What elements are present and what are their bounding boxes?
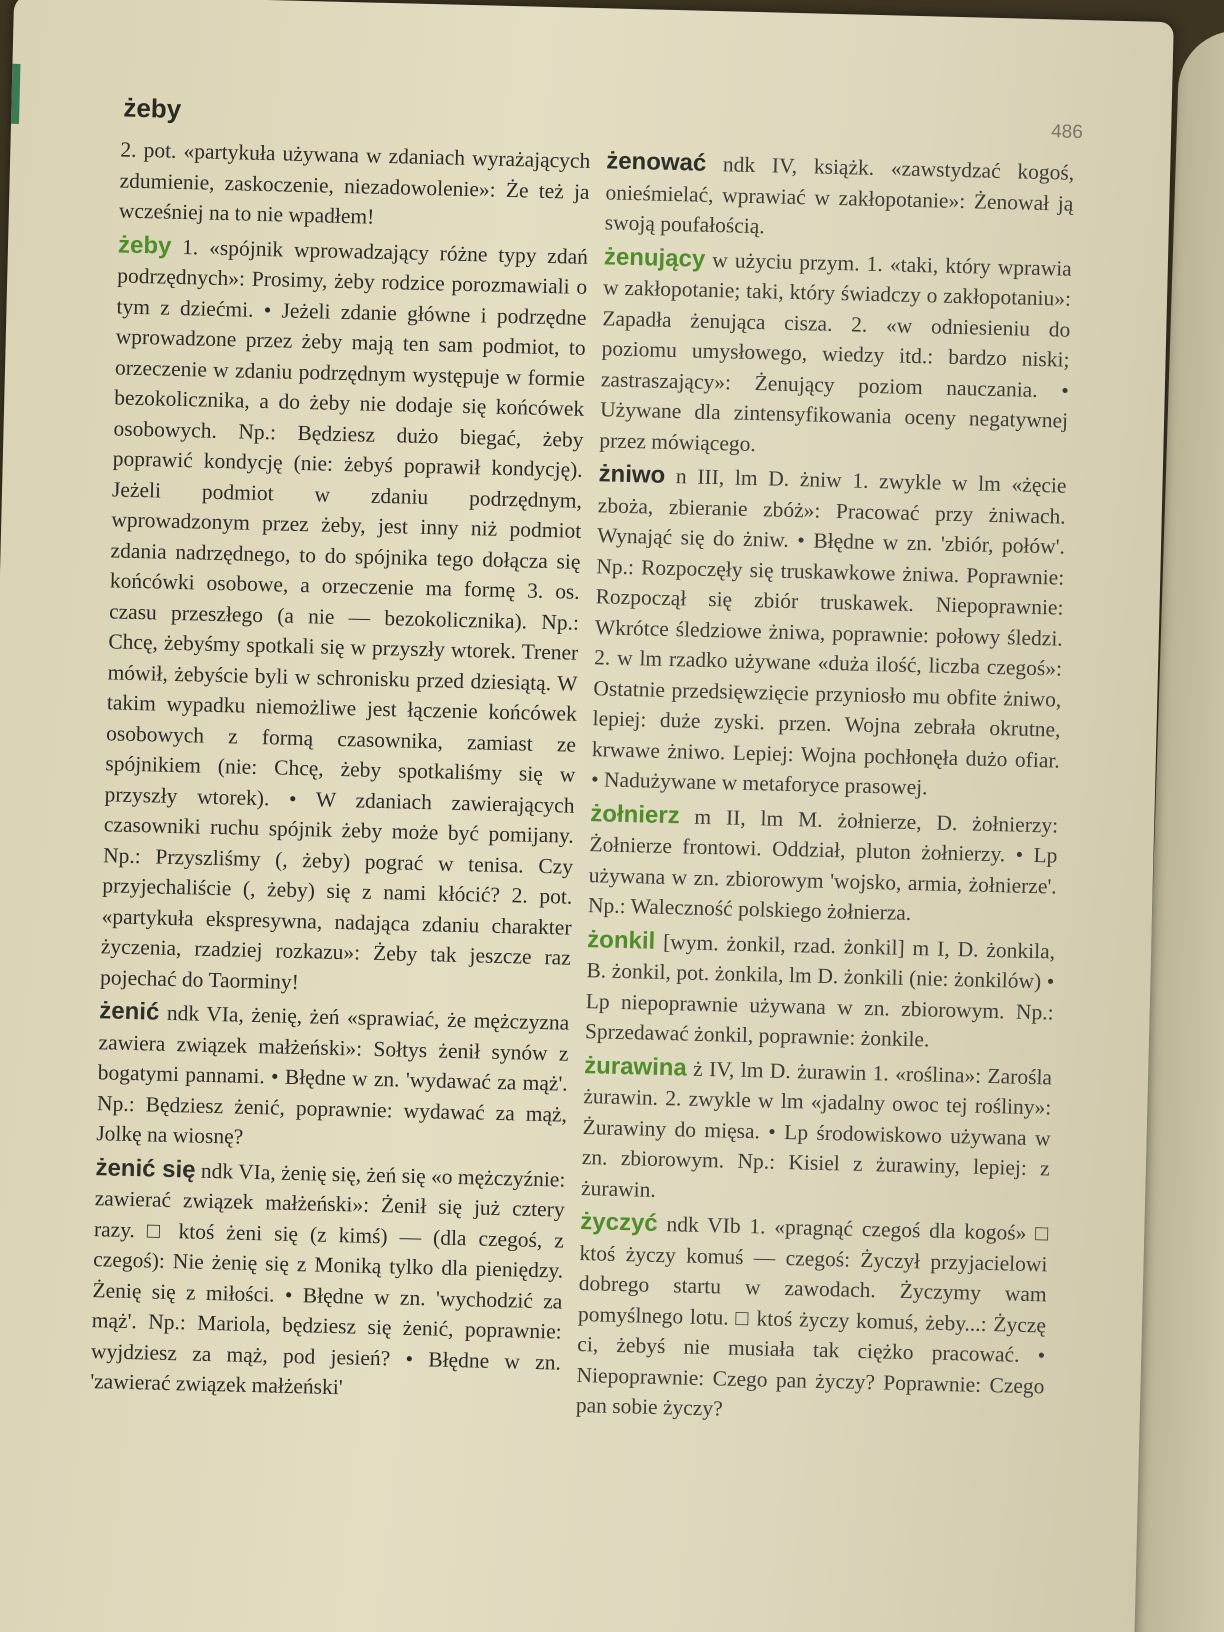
entry-body: n III, lm D. żniw 1. zwykle w lm «żęcie zboża, zbieranie zbóż»: Pracować przy żniwach. Wynająć się do żniw. • Błędne w zn. 'zbiór, połów'. Np.: Rozpoczęły się truskawkowe żniwa. Poprawnie: Rozpoczął się zbiór truskawek. Niepoprawnie: Wkrótce śledziowe żniwa, poprawnie: połowy śledzi. 2. w lm rzadko używane «duża ilość, liczba czegoś»: Ostatnie przedsięwzięcie przyniosło mu obfite żniwo, lepiej: duże zyski. przen. Wojna zebrała okrutne, krwawe żniwo. Lepiej: Wojna pochłonęła dużo ofiar. • Nadużywane w metaforyce prasowej. — [590, 463, 1067, 800]
entry-body: ndk VIa, żenię, żeń «sprawiać, że mężczyzna zawiera związek małżeński»: Sołtys żenił synów z bogatymi pannami. • Błędne w zn. 'wydawać za mąż'. Np.: Będziesz żenić, poprawnie: wydawać za mąż, Jolkę na wiosnę? — [96, 1000, 570, 1149]
entry-zenic-sie — [90, 1153, 566, 1408]
right-column — [575, 146, 1074, 1436]
entry-zonkil — [585, 925, 1056, 1058]
page-number: 486 — [1050, 121, 1084, 143]
headword: żniwo — [598, 460, 666, 489]
running-header: żeby — [123, 92, 182, 124]
entry-body: [wym. żonkil, rzad. żonkil] m I, D. żonkila, B. żonkil, pot. żonkila, lm D. żonkili (nie: żonkilów) • Lp niepoprawnie używana w zn. zbiorowym. Np.: Sprzedawać żonkil, poprawnie: żonkile. — [584, 929, 1056, 1052]
entry-body: 1. «spójnik wprowadzający różne typy zdań podrzędnych»: Prosimy, żeby rodzice porozmawiali o tym z dziećmi. • Jeżeli zdanie główne i podrzędne wprowadzone przez żeby mają ten sam podmiot, to orzeczenie w zdaniu podrzędnym występuje w formie bezokolicznika, a do żeby nie dodaje się końcówek osobowych. Np.: Będziesz dużo biegać, żeby poprawić kondycję (nie: żebyś poprawił kondycję). Jeżeli podmiot w zdaniu podrzędnym, wprowadzonym przez żeby, jest inny niż podmiot zdania nadrzędnego, to do spójnika tego dołącza się końcówki osobowe, a orzeczenie ma formę 3. os. czasu przeszłego (a nie — bezokolicznika). Np.: Chcę, żebyśmy spotkali się w przyszły wtorek. Trener mówił, żebyście byli w schronisku przed dziesiątą. W takim wypadku niemożliwe jest łączenie końcówek osobowych z formą czasownika, zamiast ze spójnikiem (nie: Chcę, żeby spotkaliśmy się w przyszły wtorek). • W zdaniach zawierających czasowniki ruchu spójnik żeby może być pomijany. Np.: Przyszliśmy (, żeby) pograć w tenisa. Czy przyjechaliście (, żeby) się z nami kłócić? 2. pot. «partykuła ekspresywna, nadająca zdaniu charakter życzenia, rzadziej rozkazu»: Żeby tak jeszcze raz pojechać do Taorminy! — [99, 234, 589, 994]
entry-body: ndk IV, książk. «zawstydzać kogoś, onieśmielać, wprawiać w zakłopotanie»: Żenował ją swoją poufałością. — [604, 151, 1075, 239]
entry-continuation: 2. pot. «partykuła używana w zdaniach wyrażających zdumienie, zaskoczenie, niezadowolenie»: Że też ja wcześniej na to nie wpadłem! — [118, 137, 591, 229]
headword: żenić się — [95, 1153, 196, 1184]
headword: żenować — [605, 147, 707, 177]
entry-zolnierz — [588, 799, 1059, 932]
entry-zenowac — [604, 146, 1074, 249]
entry-body: ndk VIb 1. «pragnąć czegoś dla kogoś» □ ktoś życzy komuś — czegoś: Życzył przyjacielowi dobrego startu w zawodach. Życzymy wam pomyślnego lotu. □ ktoś życzy komuś, żeby...: Życzę ci, żebyś nie musiała tak ciężko pracować. • Niepoprawnie: Czego pan życzy? Poprawnie: Czego pan sobie życzy? — [575, 1211, 1049, 1421]
headword: żenić — [99, 997, 160, 1026]
left-column — [90, 134, 591, 1412]
green-tab-marker — [11, 64, 20, 124]
entry-body: w użyciu przym. 1. «taki, który wprawia w zakłopotanie; taki, który świadczy o zakłopotaniu»: Zapadła żenująca cisza. 2. «w odniesieniu do poziomu umysłowego, wiedzy itd.: bardzo niski; zastraszający»: Żenujący poziom nauczania. • Używane dla zintensyfikowania oceny negatywnej przez mówiącego. — [599, 247, 1073, 456]
entry-body: m II, lm M. żołnierze, D. żołnierzy: Żołnierze frontowi. Oddział, pluton żołnierzy. • Lp używana w zn. zbiorowym 'wojsko, armia, żołnierze'. Np.: Waleczność polskiego żołnierza. — [587, 803, 1059, 926]
entry-zniwo — [591, 459, 1067, 806]
headword: żenujący — [603, 242, 706, 273]
entry-body: ndk VIa, żenię się, żeń się «o mężczyźnie: zawierać związek małżeński»: Żenił się już cztery razy. □ ktoś żeni się (z kimś) — (dla czegoś, z czegoś): Nie żenię się z Moniką tylko dla pieniędzy. Żenię się z miłości. • Błędne w zn. 'wychodzić za mąż'. Np.: Mariola, będziesz się żenić, poprawnie: wyjdziesz za mąż, pod jesień? • Błędne w zn. 'zawierać związek małżeński' — [90, 1158, 566, 1400]
headword: żonkil — [586, 925, 656, 955]
entry-zenujacy — [599, 242, 1072, 467]
entry-zyczyc — [575, 1207, 1048, 1432]
headword: żołnierz — [589, 799, 680, 829]
entry-zenic — [96, 996, 570, 1160]
entry-body: ż IV, lm D. żurawin 1. «roślina»: Zarośla żurawin. 2. zwykle w lm «jadalny owoc tej rośliny»: Żurawiny do mięsa. • Lp środowiskowo używana w zn. zbiorowym. Np.: Kisiel z żurawiny, lepiej: z żurawin. — [580, 1056, 1053, 1202]
entry-zeby — [100, 230, 588, 1004]
headword: żeby — [117, 230, 172, 260]
headword: życzyć — [580, 1208, 659, 1237]
entry-zurawina — [581, 1051, 1053, 1215]
headword: żurawina — [583, 1051, 688, 1082]
